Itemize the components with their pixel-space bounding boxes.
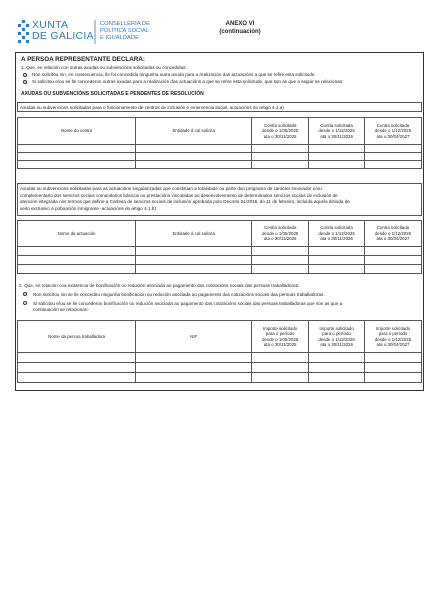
table-row[interactable]	[18, 373, 422, 383]
table2-header-action: Nome da actuación	[18, 221, 136, 247]
q2-option-none-label: Non solicitou nin se lle concedeu ningunha bonificación ou redución asociada ao pagamento das cotizacións sociais das persoas traballadoras.	[33, 292, 325, 297]
q1-option-none-radio[interactable]	[23, 73, 27, 77]
table3-header-worker: Nome da persoa traballadora	[18, 321, 136, 353]
department-name	[100, 21, 150, 42]
table-row[interactable]	[18, 363, 422, 373]
table2-caption: Axudas ou subvencións solicitadas para as actuacións singularizadas que constitúan a totalidade ou parte dun programa de carácter innovador e/ou complementario dos servizos sociais comunitarios básicos ou prestacións vinculadas ao desenvolvemento de determinados servizos sociais de inclusión de atención integrada nos termos que define a Carteira de servizos sociais de inclusión aprobada polo Decreto 61/2016, do 11 de febreiro, incluída aquela dirixida de xeito exclusivo á poboación inmigrante -actuacións do artigo 4.1.b).	[20, 186, 350, 211]
table-row[interactable]	[18, 265, 422, 274]
table3-header-row	[18, 321, 422, 353]
xunta-wordmark	[32, 20, 94, 42]
table1-header-amount-2: Contía solicitada desde o 1/12/2025 ata o 30/11/2026	[309, 118, 365, 145]
department-line-1: CONSELLERÍA DE	[100, 21, 150, 27]
table2-header-row	[18, 221, 422, 247]
question-1: 1. Que, en relación con outras axudas ou subvencións solicitadas ou concedidas:	[21, 65, 187, 70]
table1-header-centre: Nome do centro	[18, 118, 136, 145]
table2-header-amount-2: Contía solicitada desde o 1/12/2025 ata o 30/11/2026	[309, 221, 365, 247]
table-row[interactable]	[18, 247, 422, 256]
table1-caption-box	[17, 102, 422, 112]
department-line-3: E IGUALDADE	[100, 35, 139, 41]
table-row[interactable]	[18, 161, 422, 169]
q2-option-none-radio[interactable]	[23, 292, 27, 296]
table2-header-amount-1: Contía solicitada desde o 1/05/2025 ata o 30/11/2025	[252, 221, 309, 247]
xunta-logo	[18, 18, 163, 46]
table3-header-amount-2: Importe solicitado para o período desde o 1/12/2025 ata o 30/11/2026	[309, 321, 365, 353]
annex-title: ANEXO VI	[225, 21, 255, 27]
table2-header-amount-3: Contía solicitada desde o 1/12/2026 ata o 30/04/2027	[365, 221, 422, 247]
table2-header-entity: Entidade á cal solicita	[136, 221, 252, 247]
q2-option-yes-label: Si solicitou e/ou se lle concederon bonificación ou redución asociada ao pagamento das cotizacións sociais das persoas traballadoras que son as que a continuación se relacionan:	[33, 301, 343, 312]
table1	[17, 117, 422, 169]
annex-subtitle: (continuación)	[219, 29, 261, 35]
q2-option-yes-radio[interactable]	[23, 301, 27, 305]
declaration-title: A PERSOA REPRESENTANTE DECLARA:	[21, 56, 145, 63]
table2	[17, 220, 422, 274]
table1-header-amount-1: Contía solicitada desde o 1/05/2025 ata o 30/11/2025	[252, 118, 309, 145]
table3-header-nif: NIF	[136, 321, 252, 353]
table3-header-amount-3: Importe solicitado para o período desde o 1/12/2026 ata o 30/04/2027	[365, 321, 422, 353]
table1-header-entity: Entidade á cal solicita	[136, 118, 252, 145]
q1-option-yes-label: Si solicitou e/ou se lle concederon outras axudas para a realización das actuacións a que se refire esta solicitude, que son as que a seguir se relacionan:	[32, 79, 344, 84]
question-2: 2. Que, en relación coa existencia de bonificación ou redución asociada ao pagamento das cotizacións sociais das persoas traballadoras:	[19, 283, 300, 288]
table-row[interactable]	[18, 353, 422, 363]
table-row[interactable]	[18, 256, 422, 265]
table2-caption-box	[17, 183, 422, 216]
logo-line-1: XUNTA	[32, 19, 69, 31]
pending-heading: AXUDAS OU SUBVENCIÓNS SOLICITADAS E PENDENTES DE RESOLUCIÓN	[21, 91, 204, 97]
annex-heading	[180, 20, 300, 36]
table3-header-amount-1: Importe solicitado para o período desde o 1/05/2025 ata o 30/11/2025	[252, 321, 309, 353]
table3	[17, 320, 422, 383]
department-line-2: POLÍTICA SOCIAL	[100, 28, 149, 34]
q1-option-none-label: Non solicitou nin, en consecuencia, lle foi concedida ningunha outra axuda para a realización das actuacións a que se refire esta solicitude.	[32, 72, 316, 77]
q1-option-yes-radio[interactable]	[23, 80, 27, 84]
table1-header-row	[18, 118, 422, 145]
table-row[interactable]	[18, 153, 422, 161]
table1-header-amount-3: Contía solicitada desde o 1/12/2026 ata o 30/04/2027	[365, 118, 422, 145]
logo-line-2: DE GALICIA	[32, 30, 94, 42]
table1-caption: Axudas ou subvencións solicitadas para o funcionamento de centros de inclusión e emerxencia social, actuacións do artigo 4.1.a)	[20, 105, 284, 110]
table-row[interactable]	[18, 145, 422, 153]
